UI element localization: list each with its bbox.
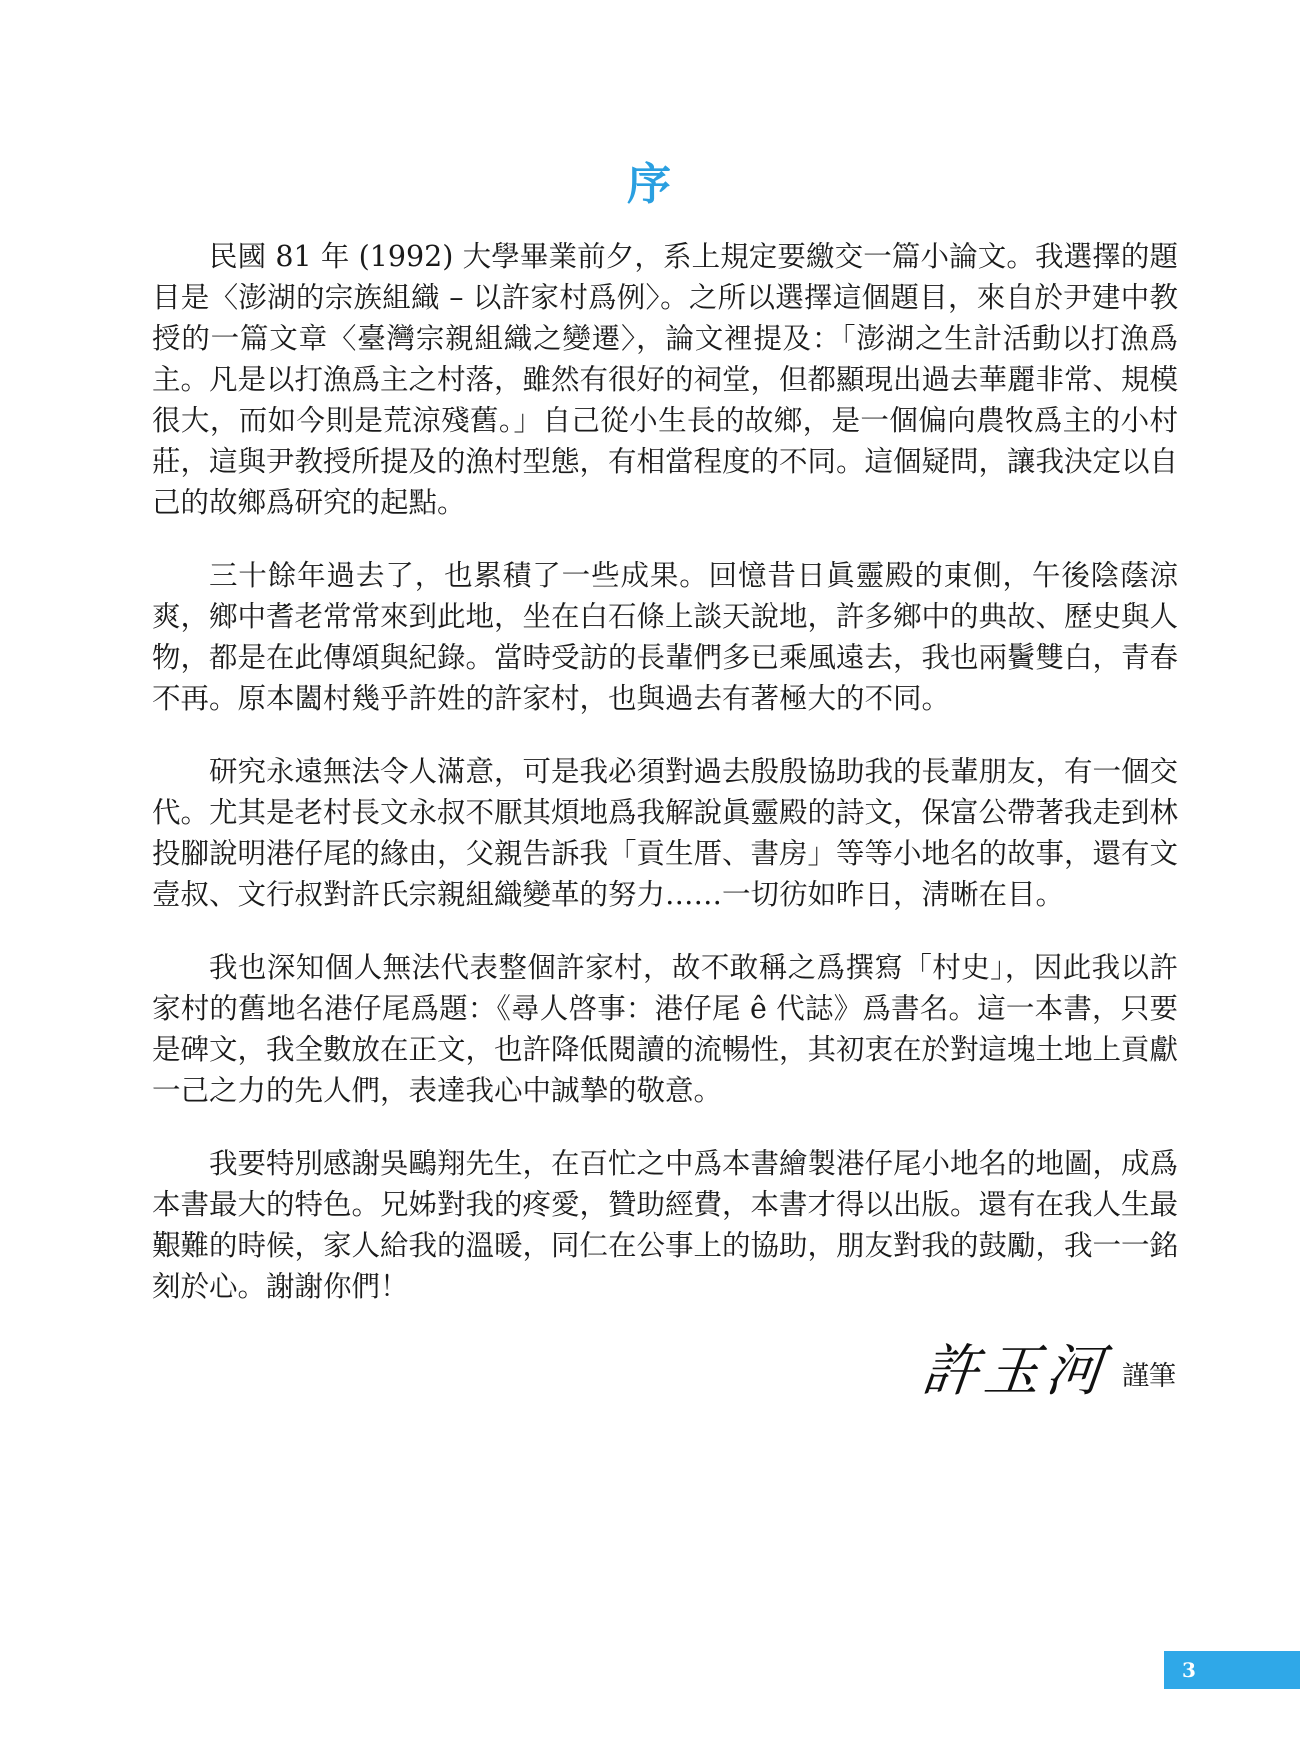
paragraph-1: 民國 81 年 (1992) 大學畢業前夕，系上規定要繳交一篇小論文。我選擇的題目是〈澎湖的宗族組織 – 以許家村爲例〉。之所以選擇這個題目，來自於尹建中教授的一篇文章〈臺灣宗親組織之變遷〉，論文裡提及：「澎湖之生計活動以打漁爲主。凡是以打漁爲主之村落，雖然有很好的祠堂，但都顯現出過去華麗非常、規模很大，而如今則是荒涼殘舊。」自己從小生長的故鄉，是一個偏向農牧爲主的小村莊，這與尹教授所提及的漁村型態，有相當程度的不同。這個疑問，讓我決定以自己的故鄉爲研究的起點。: [152, 240, 1179, 519]
preface-body: [152, 236, 1178, 1339]
page-number: 3: [1164, 1651, 1300, 1689]
paragraph-4: 我也深知個人無法代表整個許家村，故不敢稱之爲撰寫「村史」，因此我以許家村的舊地名港仔尾爲題：《尋人啓事：港仔尾 ê 代誌》爲書名。這一本書，只要是碑文，我全數放在正文，也許降低閱讀的流暢性，其初衷在於對這塊土地上貢獻一己之力的先人們，表達我心中誠摯的敬意。: [152, 951, 1179, 1107]
paragraph-5: 我要特別感謝吳鷗翔先生，在百忙之中爲本書繪製港仔尾小地名的地圖，成爲本書最大的特色。兄姊對我的疼愛，贊助經費，本書才得以出版。還有在我人生最艱難的時候，家人給我的溫暖，同仁在公事上的協助，朋友對我的鼓勵，我一一銘刻於心。謝謝你們！: [152, 1147, 1179, 1303]
paragraph-3: 研究永遠無法令人滿意，可是我必須對過去殷殷協助我的長輩朋友，有一個交代。尤其是老村長文永叔不厭其煩地爲我解說眞靈殿的詩文，保富公帶著我走到林投腳說明港仔尾的緣由，父親告訴我「貢生厝、書房」等等小地名的故事，還有文壹叔、文行叔對許氏宗親組織變革的努力……一切彷如昨日，淸晰在目。: [152, 755, 1179, 911]
signature-name: 許玉河: [918, 1339, 1112, 1404]
signature-block: [918, 1339, 1176, 1404]
paragraph-2: 三十餘年過去了，也累積了一些成果。回憶昔日眞靈殿的東側，午後陰蔭涼爽，鄉中耆老常常來到此地，坐在白石條上談天說地，許多鄉中的典故、歷史與人物，都是在此傳頌與紀錄。當時受訪的長輩們多已乘風遠去，我也兩鬢雙白，青春不再。原本闔村幾乎許姓的許家村，也與過去有著極大的不同。: [152, 559, 1179, 715]
page-title: 序: [627, 159, 673, 210]
signature-suffix: 謹筆: [1122, 1361, 1176, 1392]
